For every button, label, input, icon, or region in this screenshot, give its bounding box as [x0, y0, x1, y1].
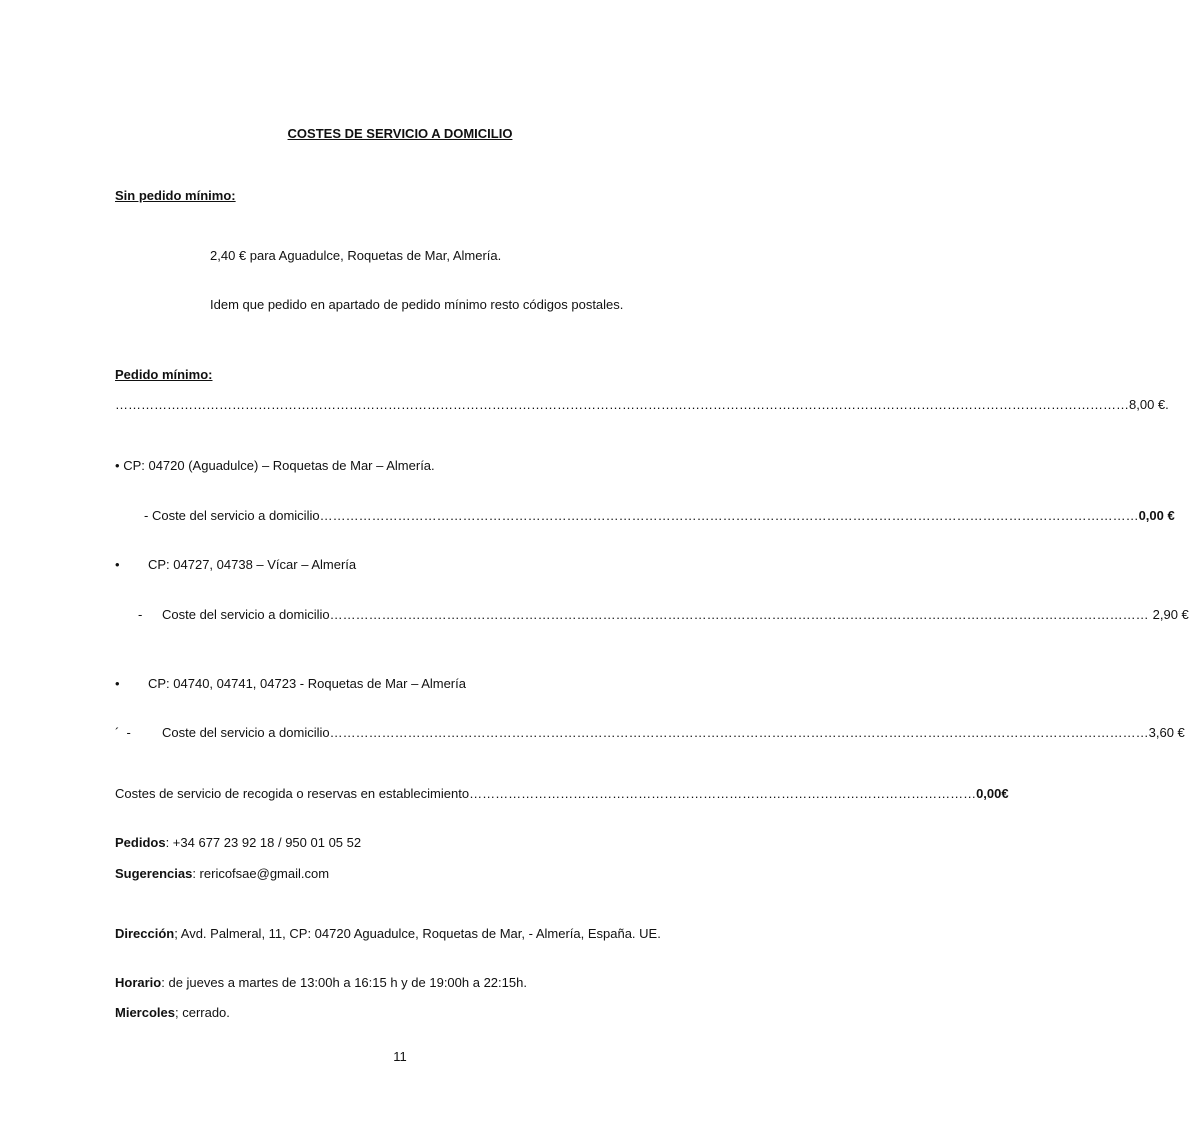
pedidos-value: : +34 677 23 92 18 / 950 01 05 52 [165, 835, 362, 850]
pedidos-label: Pedidos [115, 835, 166, 850]
zone-3-cost-label: Coste del servicio a domicilio [162, 725, 330, 740]
page-title: COSTES DE SERVICIO A DOMICILIO [287, 126, 513, 141]
zone-3-cost-value: 3,60 € [1148, 725, 1185, 740]
direccion-line [115, 926, 661, 942]
zone-1-title [115, 458, 435, 474]
sin-pedido-line-1: 2,40 € para Aguadulce, Roquetas de Mar, Almería. [210, 248, 502, 263]
recogida-row [115, 786, 1009, 802]
zone-2-bullet: • [115, 557, 120, 572]
horario-line [115, 975, 527, 991]
zone-1-cost-label: Coste del servicio a domicilio [151, 508, 320, 523]
leader-dots: ……………………………………………………………………………………………………… [469, 786, 977, 801]
page-number: 11 [393, 1049, 407, 1064]
miercoles-label: Miercoles [115, 1005, 175, 1020]
dash: ´ - [115, 725, 131, 740]
leader-dots: ……………………………………………………………………………………………………………………………………………………………………………………………………………… [115, 397, 1129, 412]
bullet: • [115, 458, 120, 473]
leader-dots: ……………………………………………………………………………………………………………………………………………………………………… [329, 607, 1149, 622]
zone-2-name: CP: 04727, 04738 – Vícar – Almería [148, 557, 357, 572]
pedido-minimo-heading: Pedido mínimo: [115, 367, 213, 382]
miercoles-value: ; cerrado. [174, 1005, 230, 1020]
recogida-value: 0,00€ [976, 786, 1009, 801]
direccion-value: ; Avd. Palmeral, 11, CP: 04720 Aguadulce, Roquetas de Mar, - Almería, España. UE. [174, 926, 661, 941]
sugerencias-line [115, 866, 329, 882]
sin-pedido-line-2: Idem que pedido en apartado de pedido mínimo resto códigos postales. [210, 297, 624, 312]
zone-3-name: CP: 04740, 04741, 04723 - Roquetas de Mar – Almería [148, 676, 466, 691]
sugerencias-value: : rericofsae@gmail.com [192, 866, 330, 881]
horario-value: : de jueves a martes de 13:00h a 16:15 h y de 19:00h a 22:15h. [161, 975, 527, 990]
leader-dots: ……………………………………………………………………………………………………………………………………………………………………… [319, 508, 1139, 523]
sin-pedido-heading: Sin pedido mínimo: [115, 188, 236, 203]
zone-2-cost-value: 2,90 € [1152, 607, 1189, 622]
dash: - [144, 508, 152, 523]
pedido-minimo-value: 8,00 €. [1129, 397, 1169, 412]
miercoles-line [115, 1005, 230, 1021]
direccion-label: Dirección [115, 926, 175, 941]
recogida-label: Costes de servicio de recogida o reservas en establecimiento [115, 786, 470, 801]
pedidos-line [115, 835, 361, 851]
dash: - [138, 607, 143, 622]
sugerencias-label: Sugerencias [115, 866, 193, 881]
zone-1-cost-row [144, 508, 1175, 524]
zone-3-cost-row [162, 725, 1185, 741]
zone-1-cost-value: 0,00 € [1138, 508, 1175, 523]
pedido-minimo-row [115, 397, 1169, 413]
zone-2-cost-label: Coste del servicio a domicilio [162, 607, 330, 622]
zone-3-bullet: • [115, 676, 120, 691]
zone-2-cost-row [162, 607, 1189, 623]
zone-1-name: CP: 04720 (Aguadulce) – Roquetas de Mar – Almería. [123, 458, 435, 473]
leader-dots: ……………………………………………………………………………………………………………………………………………………………………… [329, 725, 1149, 740]
horario-label: Horario [115, 975, 162, 990]
